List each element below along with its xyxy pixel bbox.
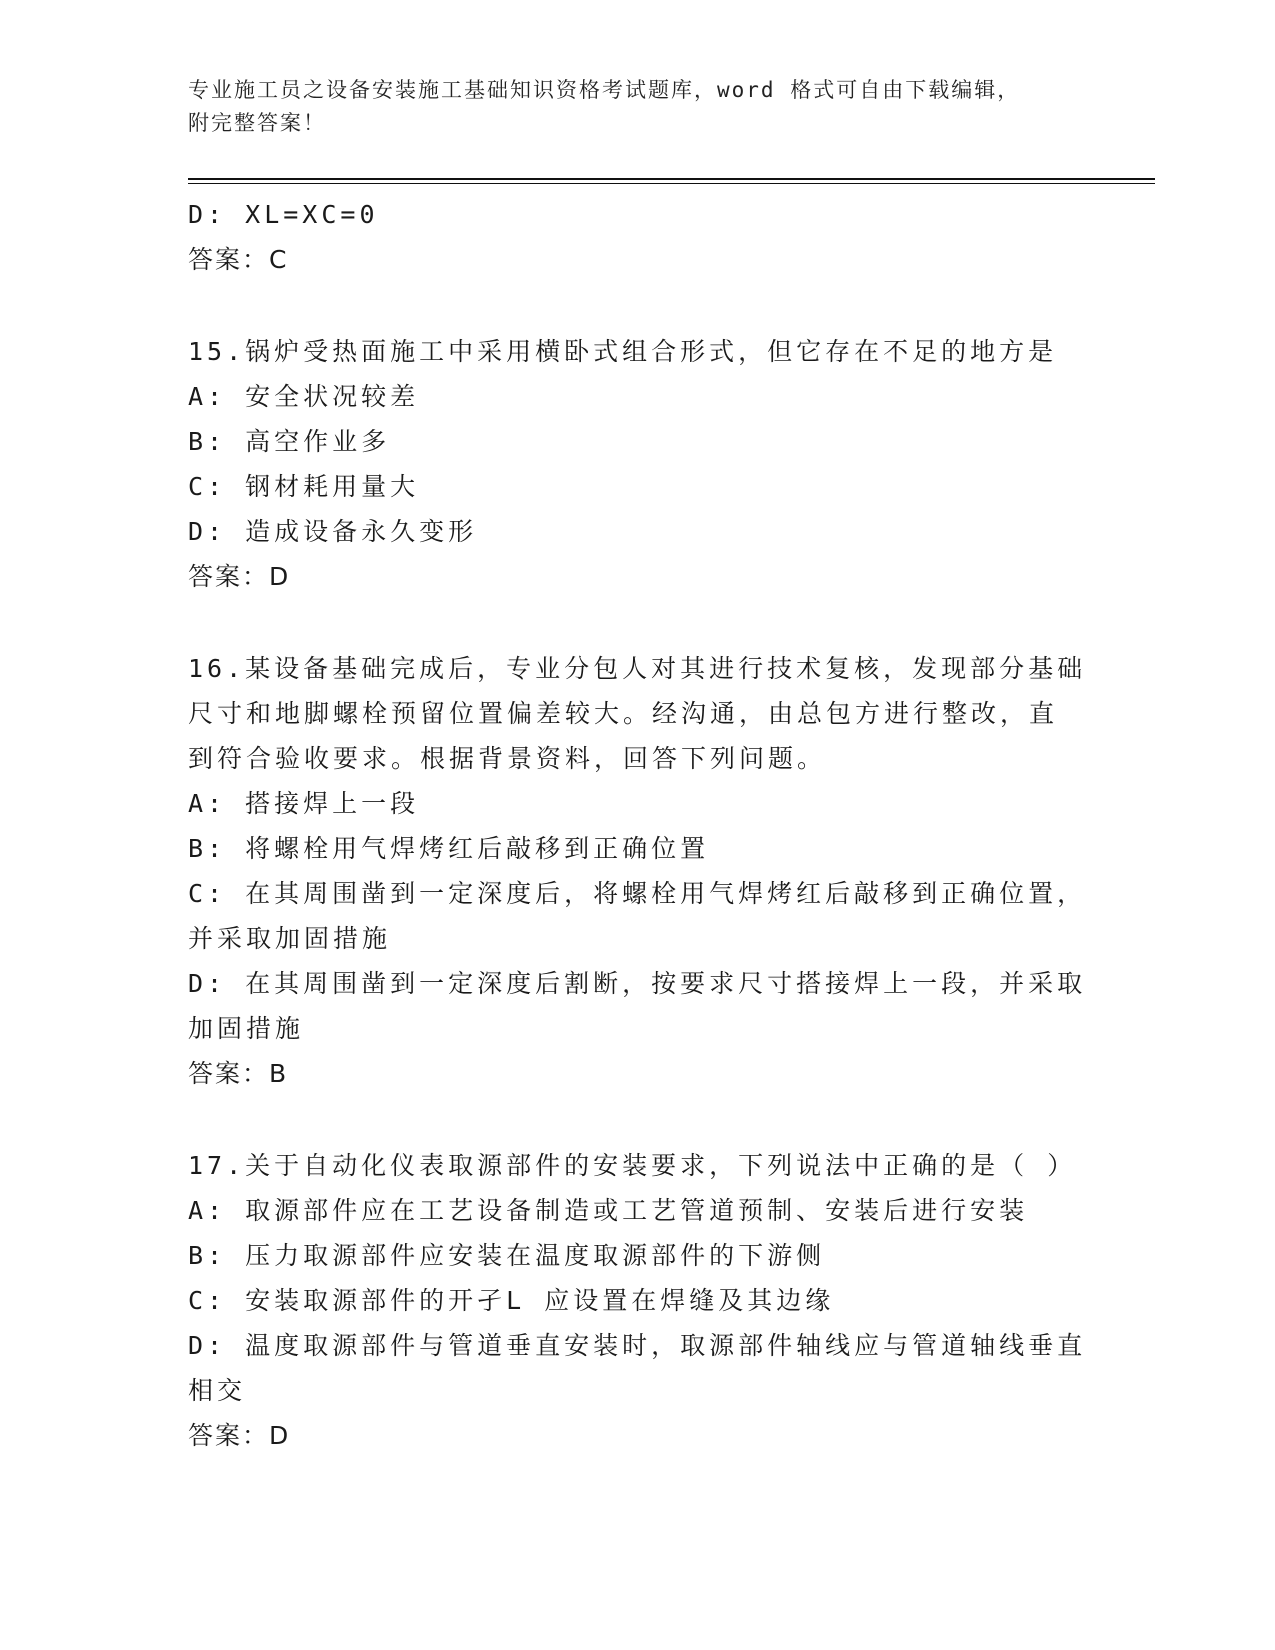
header-rule-thin [188,183,1155,184]
question-16 [188,646,1088,1096]
option-d: D: 温度取源部件与管道垂直安装时，取源部件轴线应与管道轴线垂直 [188,1331,1087,1360]
option-a: A: 取源部件应在工艺设备制造或工艺管道预制、安装后进行安装 [188,1196,1029,1225]
option-c: C: 钢材耗用量大 [188,472,420,501]
header-rule-thick [188,178,1155,180]
option-c: C: 在其周围凿到一定深度后，将螺栓用气焊烤红后敲移到正确位置， [188,879,1087,908]
header-line-1: 专业施工员之设备安装施工基础知识资格考试题库，word 格式可自由下载编辑， [188,78,1021,102]
question-17 [188,1143,1088,1458]
option-d: D: 造成设备永久变形 [188,517,478,546]
spacer [188,1096,1088,1143]
question-stem: 15.锅炉受热面施工中采用横卧式组合形式，但它存在不足的地方是 [188,337,1058,366]
option-d-continued: 相交 [188,1376,247,1405]
previous-question-tail [188,192,1088,282]
option-a: A: 搭接焊上一段 [188,789,420,818]
document-content [188,192,1088,1458]
spacer [188,282,1088,329]
option-b: B: 压力取源部件应安装在温度取源部件的下游侧 [188,1241,826,1270]
answer-line: 答案：D [188,1421,291,1450]
option-d-continued: 加固措施 [188,1014,305,1043]
question-stem: 到符合验收要求。根据背景资料，回答下列问题。 [188,744,827,773]
answer-line: 答案：D [188,562,291,591]
answer-line: 答案：B [188,1059,289,1088]
question-stem: 16.某设备基础完成后，专业分包人对其进行技术复核，发现部分基础 [188,654,1087,683]
option-b: B: 高空作业多 [188,427,391,456]
document-header [188,74,1088,140]
header-line-2: 附完整答案！ [188,111,326,135]
question-stem: 尺寸和地脚螺栓预留位置偏差较大。经沟通，由总包方进行整改，直 [188,699,1059,728]
answer-line: 答案：C [188,245,289,274]
option-d: D: 在其周围凿到一定深度后割断，按要求尺寸搭接焊上一段，并采取 [188,969,1087,998]
option-d: D: XL=XC=0 [188,200,379,229]
question-stem: 17.关于自动化仪表取源部件的安装要求，下列说法中正确的是（ ） [188,1151,1077,1180]
option-c: C: 安装取源部件的开孑L 应设置在焊缝及其边缘 [188,1286,835,1315]
option-a: A: 安全状况较差 [188,382,420,411]
option-c-continued: 并采取加固措施 [188,924,392,953]
spacer [188,599,1088,646]
option-b: B: 将螺栓用气焊烤红后敲移到正确位置 [188,834,710,863]
question-15 [188,329,1088,599]
